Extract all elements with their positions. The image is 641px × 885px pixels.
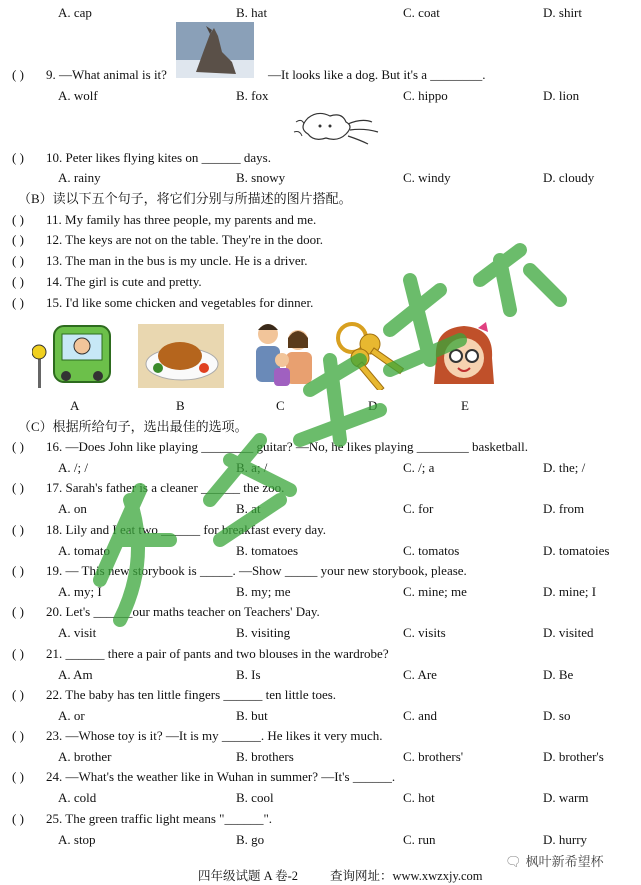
option-d: D. mine; I [543, 584, 597, 599]
picture-label-d: D [368, 398, 378, 413]
option-c: C. /; a [403, 460, 435, 475]
answer-paren[interactable]: ( ) [12, 232, 24, 247]
question-24-options [0, 789, 641, 807]
option-b: B. tomatoes [236, 543, 299, 558]
answer-paren[interactable]: ( ) [12, 687, 24, 702]
option-b: B. fox [236, 88, 269, 103]
option-b: B. a; / [236, 460, 268, 475]
option-d: D. from [543, 501, 585, 516]
option-b: B. snowy [236, 170, 286, 185]
option-b: B. my; me [236, 584, 291, 599]
question-22 [0, 686, 641, 704]
option-d: D. Be [543, 667, 574, 682]
footer-website: 查询网址：www.xwzxjy.com [330, 869, 483, 883]
option-a: A. cap [58, 5, 92, 20]
question-text: 14. The girl is cute and pretty. [46, 274, 202, 289]
question-23 [0, 727, 641, 745]
option-d: D. cloudy [543, 170, 595, 185]
option-a: A. my; I [58, 584, 102, 599]
footer-page-label: 四年级试题 A 卷-2 [198, 869, 299, 883]
option-c: C. hippo [403, 88, 448, 103]
roast-chicken-picture [138, 324, 224, 388]
question-text: 21. ______ there a pair of pants and two blouses in the wardrobe? [46, 646, 389, 661]
question-16-options [0, 459, 641, 477]
option-d: D. brother's [543, 749, 604, 764]
option-d: D. warm [543, 790, 589, 805]
answer-paren[interactable]: ( ) [12, 253, 24, 268]
option-a: A. stop [58, 832, 96, 847]
answer-paren[interactable]: ( ) [12, 522, 24, 537]
question-12 [0, 231, 641, 249]
option-a: A. wolf [58, 88, 98, 103]
option-b: B. Is [236, 667, 261, 682]
question-25-options [0, 831, 641, 849]
option-a: A. or [58, 708, 85, 723]
section-b-heading [0, 190, 641, 208]
answer-paren[interactable]: ( ) [12, 67, 24, 82]
option-c: C. run [403, 832, 436, 847]
question-16 [0, 438, 641, 456]
answer-paren[interactable]: ( ) [12, 769, 24, 784]
family-picture [242, 318, 324, 390]
question-14 [0, 273, 641, 291]
section-title: （C）根据所给句子，选出最佳的选项。 [18, 419, 248, 434]
question-text: 22. The baby has ten little fingers ______ ten little toes. [46, 687, 337, 702]
question-text: 20. Let's ______our maths teacher on Teachers' Day. [46, 604, 320, 619]
answer-paren[interactable]: ( ) [12, 212, 24, 227]
question-text-b: —It looks like a dog. But it's a ________. [268, 67, 486, 82]
wind-picture [290, 108, 386, 152]
keys-picture [330, 318, 418, 390]
answer-paren[interactable]: ( ) [12, 728, 24, 743]
question-19-options [0, 583, 641, 601]
option-a: A. cold [58, 790, 97, 805]
answer-paren[interactable]: ( ) [12, 646, 24, 661]
question-text: 13. The man in the bus is my uncle. He is a driver. [46, 253, 308, 268]
question-text: 12. The keys are not on the table. They're in the door. [46, 232, 323, 247]
option-b: B. hat [236, 5, 268, 20]
question-15 [0, 294, 641, 312]
question-20-options [0, 624, 641, 642]
picture-label-c: C [276, 398, 285, 413]
answer-paren[interactable]: ( ) [12, 150, 24, 165]
question-text: 19. — This new storybook is _____. —Show _____ your new storybook, please. [46, 563, 467, 578]
section-title: （B）读以下五个句子，将它们分别与所描述的图片搭配。 [18, 191, 352, 206]
question-17 [0, 479, 641, 497]
answer-paren[interactable]: ( ) [12, 480, 24, 495]
option-d: D. so [543, 708, 571, 723]
option-b: B. at [236, 501, 261, 516]
question-21 [0, 645, 641, 663]
question-25 [0, 810, 641, 828]
question-20 [0, 603, 641, 621]
option-c: C. hot [403, 790, 435, 805]
question-text: 11. My family has three people, my parents and me. [46, 212, 317, 227]
q8-options [0, 4, 641, 22]
question-24 [0, 768, 641, 786]
q9-options [0, 87, 641, 105]
option-c: C. for [403, 501, 434, 516]
picture-label-b: B [176, 398, 185, 413]
question-19 [0, 562, 641, 580]
question-text: 16. —Does John like playing ________ guitar? —No, he likes playing ________ basketball. [46, 439, 529, 454]
option-a: A. brother [58, 749, 112, 764]
answer-paren[interactable]: ( ) [12, 563, 24, 578]
question-18 [0, 521, 641, 539]
option-b: B. but [236, 708, 268, 723]
answer-paren[interactable]: ( ) [12, 295, 24, 310]
option-a: A. tomato [58, 543, 110, 558]
option-a: A. visit [58, 625, 97, 640]
option-d: D. hurry [543, 832, 588, 847]
section-c-heading [0, 418, 641, 436]
question-text: 15. I'd like some chicken and vegetables for dinner. [46, 295, 314, 310]
question-13 [0, 252, 641, 270]
question-text: 17. Sarah's father is a cleaner ______ the zoo. [46, 480, 285, 495]
answer-paren[interactable]: ( ) [12, 811, 24, 826]
question-22-options [0, 707, 641, 725]
option-c: C. windy [403, 170, 451, 185]
option-c: C. and [403, 708, 437, 723]
option-d: D. lion [543, 88, 580, 103]
option-c: C. tomatos [403, 543, 460, 558]
q10-options [0, 169, 641, 187]
option-d: D. the; / [543, 460, 586, 475]
option-d: D. visited [543, 625, 594, 640]
question-23-options [0, 748, 641, 766]
option-d: D. tomatoies [543, 543, 610, 558]
option-c: C. mine; me [403, 584, 467, 599]
girl-picture [428, 318, 500, 390]
answer-paren[interactable]: ( ) [12, 439, 24, 454]
question-text: 24. —What's the weather like in Wuhan in summer? —It's ______. [46, 769, 396, 784]
chat-bubble-icon: 🗨 [505, 855, 522, 870]
option-a: A. Am [58, 667, 93, 682]
picture-label-a: A [70, 398, 80, 413]
question-text: 25. The green traffic light means "______". [46, 811, 273, 826]
option-c: C. Are [403, 667, 437, 682]
option-b: B. go [236, 832, 265, 847]
question-21-options [0, 666, 641, 684]
answer-paren[interactable]: ( ) [12, 274, 24, 289]
brand-logo [505, 851, 604, 870]
option-b: B. visiting [236, 625, 291, 640]
bus-driver-picture [32, 322, 114, 390]
question-18-options [0, 542, 641, 560]
option-a: A. /; / [58, 460, 88, 475]
logo-text: 枫叶新希望杯 [525, 855, 604, 870]
question-text: 18. Lily and I eat two ______ for breakfast every day. [46, 522, 327, 537]
question-10 [0, 149, 641, 167]
question-text: 9. —What animal is it? [46, 67, 167, 82]
question-9 [0, 66, 641, 84]
option-c: C. coat [403, 5, 440, 20]
question-17-options [0, 500, 641, 518]
option-d: D. shirt [543, 5, 582, 20]
option-c: C. brothers' [403, 749, 464, 764]
option-c: C. visits [403, 625, 446, 640]
question-11 [0, 211, 641, 229]
question-text: 10. Peter likes flying kites on ______ days. [46, 150, 271, 165]
option-a: A. rainy [58, 170, 101, 185]
option-a: A. on [58, 501, 87, 516]
picture-label-e: E [461, 398, 469, 413]
option-b: B. cool [236, 790, 274, 805]
question-text: 23. —Whose toy is it? —It is my ______. He likes it very much. [46, 728, 383, 743]
option-b: B. brothers [236, 749, 294, 764]
answer-paren[interactable]: ( ) [12, 604, 24, 619]
